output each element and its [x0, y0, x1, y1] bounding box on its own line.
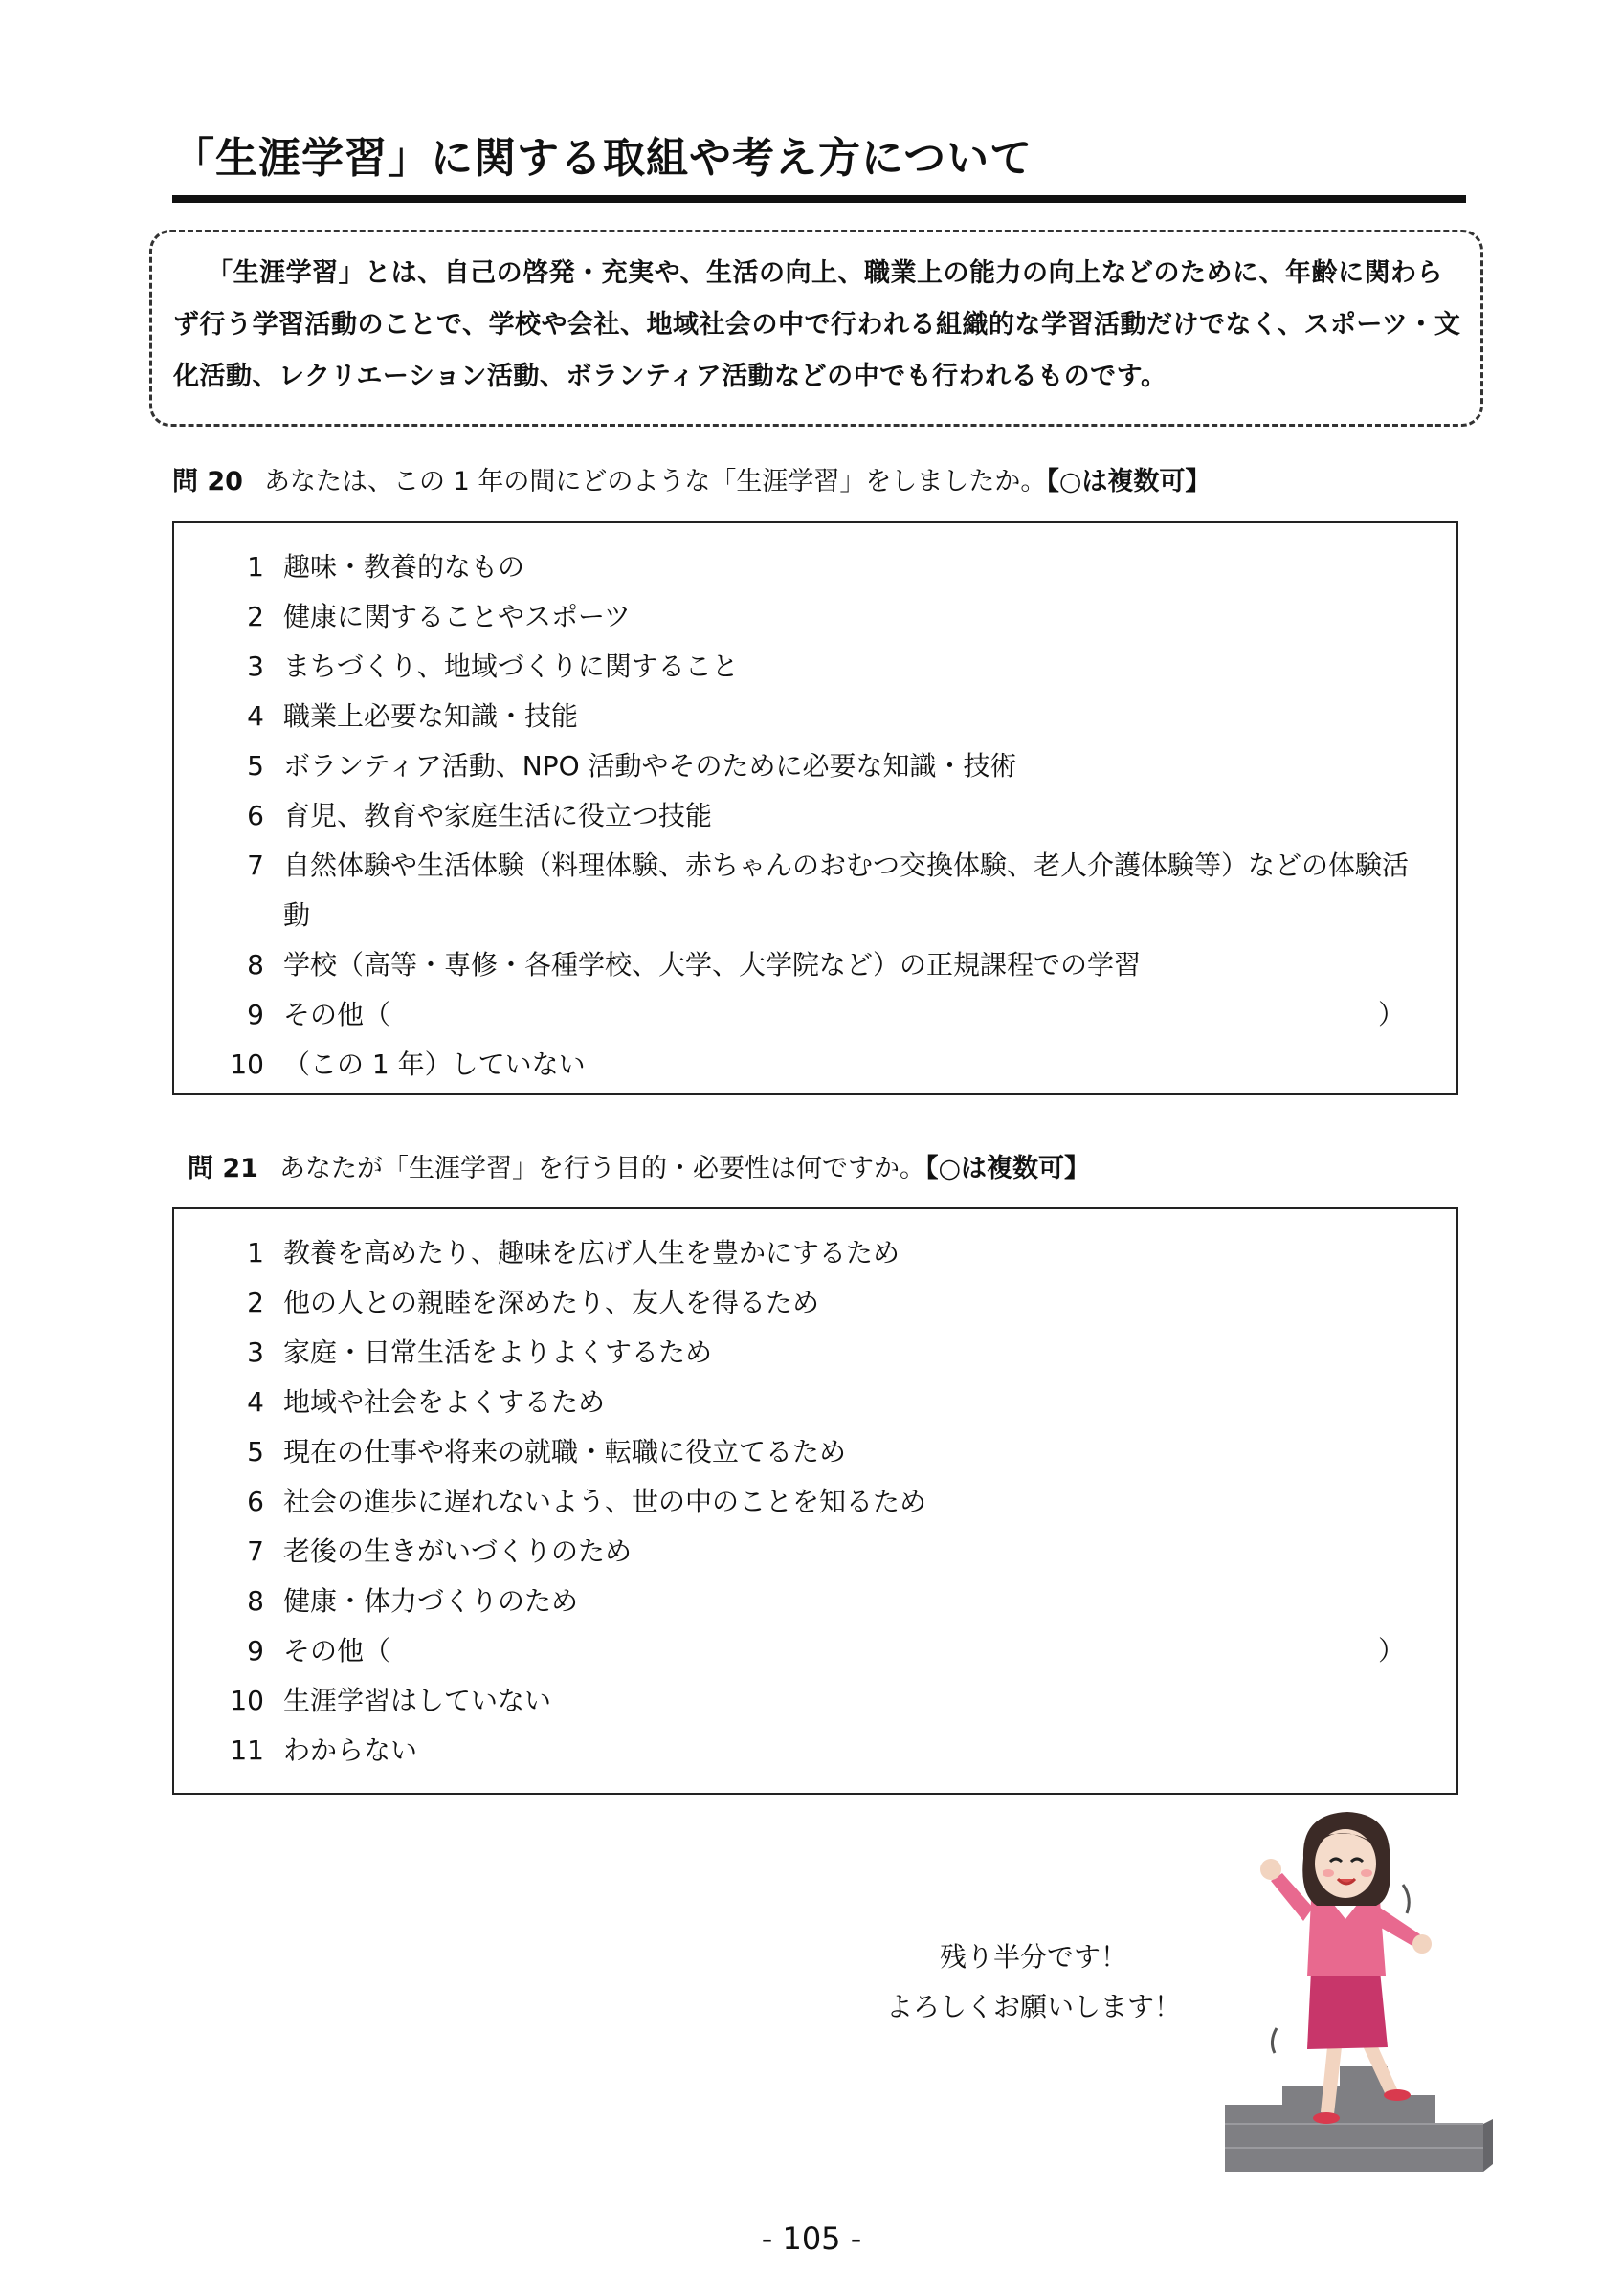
option-number: 4: [247, 700, 264, 732]
option-label: 教養を高めたり、趣味を広げ人生を豊かにするため: [283, 1237, 900, 1269]
option-label: （この 1 年）していない: [283, 1049, 586, 1080]
q20-option-1[interactable]: [222, 542, 524, 592]
woman-climbing-stairs-illustration: [1215, 1808, 1512, 2191]
q20-option-3[interactable]: [222, 642, 739, 692]
q21-other-close-paren: ）: [1378, 1635, 1406, 1667]
option-label: 学校（高等・専修・各種学校、大学、大学院など）の正規課程での学習: [283, 949, 1142, 981]
option-number: 1: [247, 1237, 264, 1269]
q20-option-8[interactable]: [222, 940, 1141, 990]
q21-option-7[interactable]: [222, 1527, 632, 1577]
q20-note: 【○は複数可】: [1046, 467, 1212, 497]
q20-header: [172, 463, 1211, 501]
q21-option-5[interactable]: [222, 1427, 846, 1477]
option-label: 育児、教育や家庭生活に役立つ技能: [283, 800, 713, 831]
option-number: 4: [247, 1386, 264, 1418]
q21-option-3[interactable]: [222, 1328, 712, 1378]
option-label: 老後の生きがいづくりのため: [283, 1535, 633, 1567]
q21-option-6[interactable]: [222, 1477, 926, 1527]
q21-option-10[interactable]: [222, 1676, 551, 1726]
q20-option-4[interactable]: [222, 692, 578, 741]
option-label: 趣味・教養的なもの: [283, 551, 525, 583]
option-number: 7: [247, 850, 264, 881]
option-number: 8: [247, 949, 264, 981]
option-label: 現在の仕事や将来の就職・転職に役立てるため: [283, 1436, 847, 1468]
closing-line-1: 残り半分です！: [939, 1941, 1127, 1973]
option-label: その他（: [283, 999, 391, 1030]
option-label: ボランティア活動、NPO 活動やそのために必要な知識・技術: [283, 750, 1017, 782]
option-label: わからない: [283, 1734, 418, 1766]
option-number: 3: [247, 651, 264, 682]
option-number: 9: [247, 1635, 264, 1667]
closing-line-2: よろしくお願いします！: [885, 1991, 1181, 2022]
option-number: 7: [247, 1535, 264, 1567]
definition-text: 「生涯学習」とは、自己の啓発・充実や、生活の向上、職業上の能力の向上などのために、年齢に関わらず行う学習活動のことで、学校や会社、地域社会の中で行われる組織的な学習活動だけでなく、スポーツ・文化活動、レクリエーション活動、ボランティア活動などの中でも行われるものです。: [173, 258, 1461, 391]
q21-note: 【○は複数可】: [924, 1154, 1091, 1183]
option-number: 5: [247, 1436, 264, 1468]
option-number: 8: [247, 1585, 264, 1617]
option-number: 11: [230, 1734, 264, 1766]
option-label: 家庭・日常生活をよりよくするため: [283, 1336, 713, 1368]
option-number: 2: [247, 601, 264, 632]
option-label: 健康に関することやスポーツ: [283, 601, 631, 632]
option-number: 3: [247, 1336, 264, 1368]
q21-number: 問 21: [188, 1154, 258, 1183]
q20-option-7[interactable]: [222, 841, 1428, 940]
q21-option-8[interactable]: [222, 1577, 578, 1626]
q21-option-11[interactable]: [222, 1726, 417, 1776]
q21-options-box: [172, 1207, 1458, 1795]
option-number: 10: [230, 1685, 264, 1716]
option-label: 社会の進歩に遅れないよう、世の中のことを知るため: [283, 1486, 927, 1517]
q20-option-2[interactable]: [222, 592, 631, 642]
q21-header: [188, 1150, 1090, 1188]
q20-other-close-paren: ）: [1378, 999, 1406, 1030]
title-underline: [172, 195, 1466, 203]
section-title: 「生涯学習」に関する取組や考え方について: [172, 134, 1034, 183]
option-label: その他（: [283, 1635, 391, 1667]
option-label: まちづくり、地域づくりに関すること: [283, 651, 739, 682]
option-number: 9: [247, 999, 264, 1030]
option-number: 6: [247, 1486, 264, 1517]
q21-option-1[interactable]: [222, 1228, 900, 1278]
q20-option-10[interactable]: [222, 1040, 586, 1090]
option-number: 5: [247, 750, 264, 782]
option-label: 自然体験や生活体験（料理体験、赤ちゃんのおむつ交換体験、老人介護体験等）などの体験活動: [283, 850, 1410, 931]
option-label: 職業上必要な知識・技能: [283, 700, 579, 732]
page-number: - 105 -: [761, 2220, 862, 2257]
option-number: 1: [247, 551, 264, 583]
q20-question: あなたは、この 1 年の間にどのような「生涯学習」をしましたか。: [263, 467, 1047, 497]
option-label: 他の人との親睦を深めたり、友人を得るため: [283, 1287, 820, 1318]
q20-option-5[interactable]: [222, 741, 1017, 791]
q20-options-box: [172, 521, 1458, 1095]
stairs: [1225, 2066, 1493, 2172]
option-label: 生涯学習はしていない: [283, 1685, 552, 1716]
q21-option-9[interactable]: [222, 1626, 390, 1676]
option-number: 2: [247, 1287, 264, 1318]
option-number: 10: [230, 1049, 264, 1080]
q21-option-2[interactable]: [222, 1278, 819, 1328]
option-label: 地域や社会をよくするため: [283, 1386, 606, 1418]
q21-question: あなたが「生涯学習」を行う目的・必要性は何ですか。: [278, 1154, 925, 1183]
q21-option-4[interactable]: [222, 1378, 605, 1427]
option-label: 健康・体力づくりのため: [283, 1585, 579, 1617]
q20-option-6[interactable]: [222, 791, 712, 841]
option-number: 6: [247, 800, 264, 831]
q20-number: 問 20: [172, 467, 243, 497]
q20-option-9[interactable]: [222, 990, 390, 1040]
definition-box: [149, 230, 1483, 427]
